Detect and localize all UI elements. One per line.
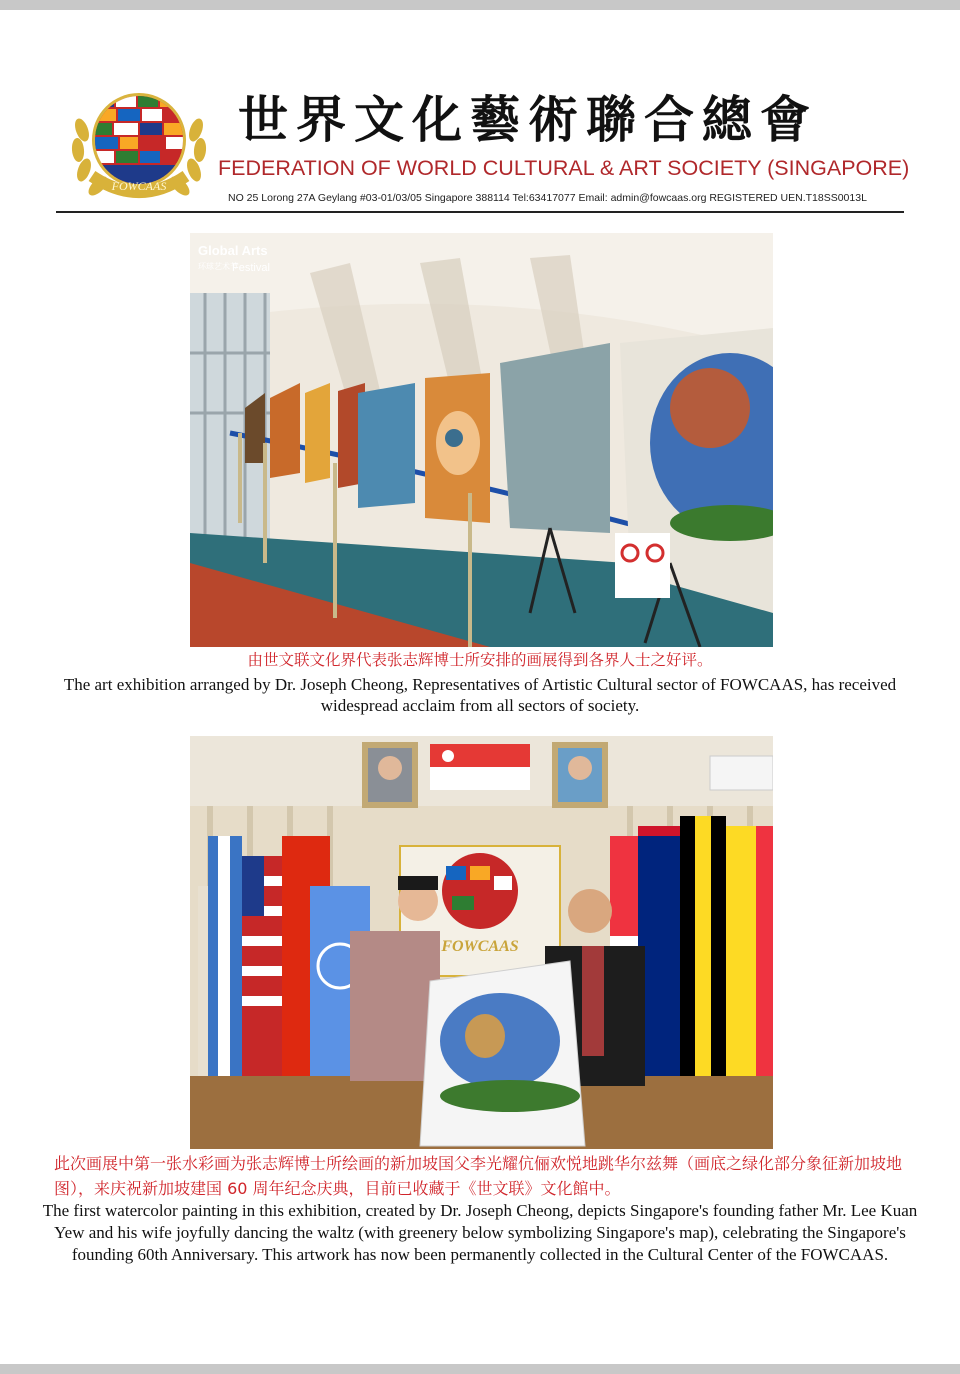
logo-text: FOWCAAS — [111, 179, 167, 193]
bottom-border — [0, 1364, 960, 1374]
caption2-english: The first watercolor painting in this exhibition, created by Dr. Joseph Cheong, depicts Singapore's founding father Mr. Lee Kuan Yew and his wife joyfully dancing the waltz (with greenery below symbolizing Singapore's map), celebrating the Singapore's founding 60th Anniversary. This artwork has now been permanently collected in the Cultural Center of the FOWCAAS. — [42, 1201, 918, 1264]
header-divider — [56, 211, 904, 213]
exhibition-photo — [190, 233, 773, 647]
watermark-chinese: 环球艺术节 — [198, 262, 238, 271]
watermark-global-arts: Global Arts — [198, 243, 268, 258]
org-title-chinese: 世界文化藝術聯合總會 — [238, 90, 818, 149]
watermark-festival: Festival — [232, 262, 270, 274]
org-title-english: FEDERATION OF WORLD CULTURAL & ART SOCIETY (SINGAPORE) — [218, 156, 910, 180]
presentation-photo — [190, 736, 773, 1149]
org-address: NO 25 Lorong 27A Geylang #03-01/03/05 Singapore 388114 Tel:63417077 Email: admin@fowcaas.org REGISTERED UEN.T18SS0013L — [228, 192, 867, 204]
caption1-chinese: 由世文联文化界代表张志辉博士所安排的画展得到各界人士之好评。 — [247, 651, 713, 669]
fowcaas-logo — [64, 80, 214, 212]
caption2-chinese: 此次画展中第一张水彩画为张志辉博士所绘画的新加坡国父李光耀伉俪欢悦地跳华尔兹舞（画底之绿化部分象征新加坡地图），来庆祝新加坡建国 60 周年纪念庆典，目前已收藏于《世文联》文化館中。 — [54, 1154, 903, 1198]
banner-logo-text: FOWCAAS — [441, 938, 519, 955]
top-border — [0, 0, 960, 10]
caption1-english: The art exhibition arranged by Dr. Joseph Cheong, Representatives of Artistic Cultural sector of FOWCAAS, has received widespread acclaim from all sectors of society. — [63, 675, 897, 715]
